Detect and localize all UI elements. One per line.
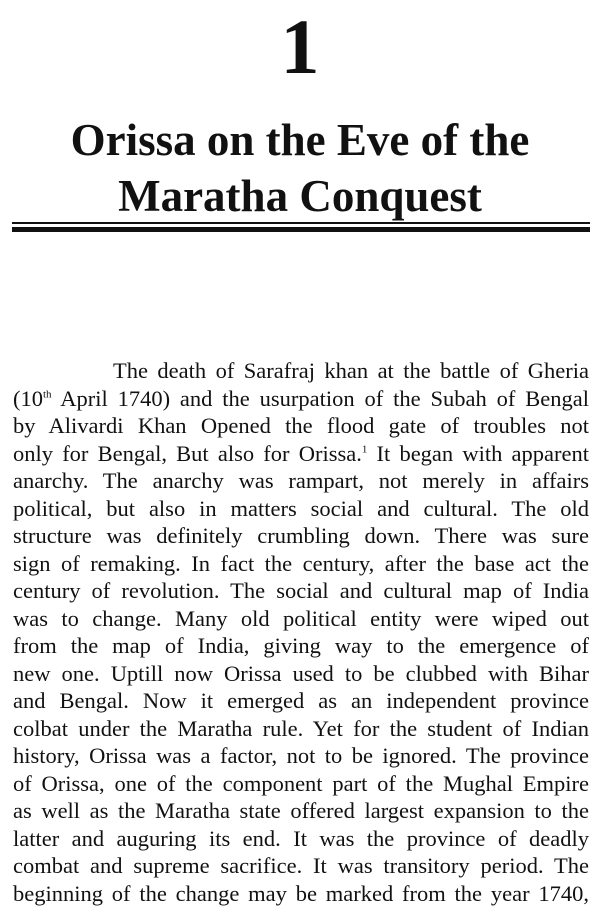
- body-line: from the map of India, giving way to the emergence of: [13, 633, 589, 658]
- footnote-marker[interactable]: 1: [361, 443, 368, 455]
- body-line: history, Orissa was a factor, not to be ignored. The province: [13, 743, 589, 768]
- text: It began with apparent: [367, 440, 589, 466]
- body-line: and Bengal. Now it emerged as an independent province: [13, 688, 589, 713]
- text: only for Bengal, But also for Orissa.: [13, 440, 362, 466]
- body-text: [13, 357, 589, 907]
- title-rule-thick: [12, 227, 590, 232]
- body-line: political, but also in matters social and cultural. The old: [13, 495, 589, 521]
- body-line: by Alivardi Khan Opened the flood gate of troubles not: [13, 413, 589, 438]
- chapter-number: 1: [280, 3, 320, 90]
- chapter-title-line-1: Orissa on the Eve of the: [70, 115, 530, 165]
- body-line: latter and auguring its end. It was the province of deadly: [13, 825, 589, 851]
- text: (10: [13, 385, 43, 411]
- body-line: structure was definitely crumbling down. There was sure: [13, 523, 589, 548]
- body-line: as well as the Maratha state offered largest expansion to the: [13, 798, 589, 823]
- body-line: sign of remaking. In fact the century, after the base act the: [13, 550, 589, 576]
- body-line: combat and supreme sacrifice. It was transitory period. The: [13, 853, 589, 878]
- body-line: of Orissa, one of the component part of the Mughal Empire: [13, 770, 589, 796]
- body-line: [13, 385, 589, 413]
- body-line: was to change. Many old political entity were wiped out: [13, 605, 589, 631]
- body-line: century of revolution. The social and cultural map of India: [13, 578, 589, 603]
- text: April 1740) and the usurpation of the Subah of Bengal: [51, 385, 589, 411]
- body-line: [13, 440, 589, 468]
- body-line: The death of Sarafraj khan at the battle of Gheria: [113, 358, 589, 383]
- body-line: new one. Uptill now Orissa used to be clubbed with Bihar: [13, 660, 589, 686]
- title-rule-thin: [12, 222, 590, 224]
- chapter-title-line-2: Maratha Conquest: [118, 171, 482, 221]
- body-line: colbat under the Maratha rule. Yet for the student of Indian: [13, 715, 589, 741]
- superscript: th: [43, 388, 52, 400]
- body-line: beginning of the change may be marked from the year 1740,: [13, 880, 589, 906]
- body-line: anarchy. The anarchy was rampart, not merely in affairs: [13, 468, 589, 493]
